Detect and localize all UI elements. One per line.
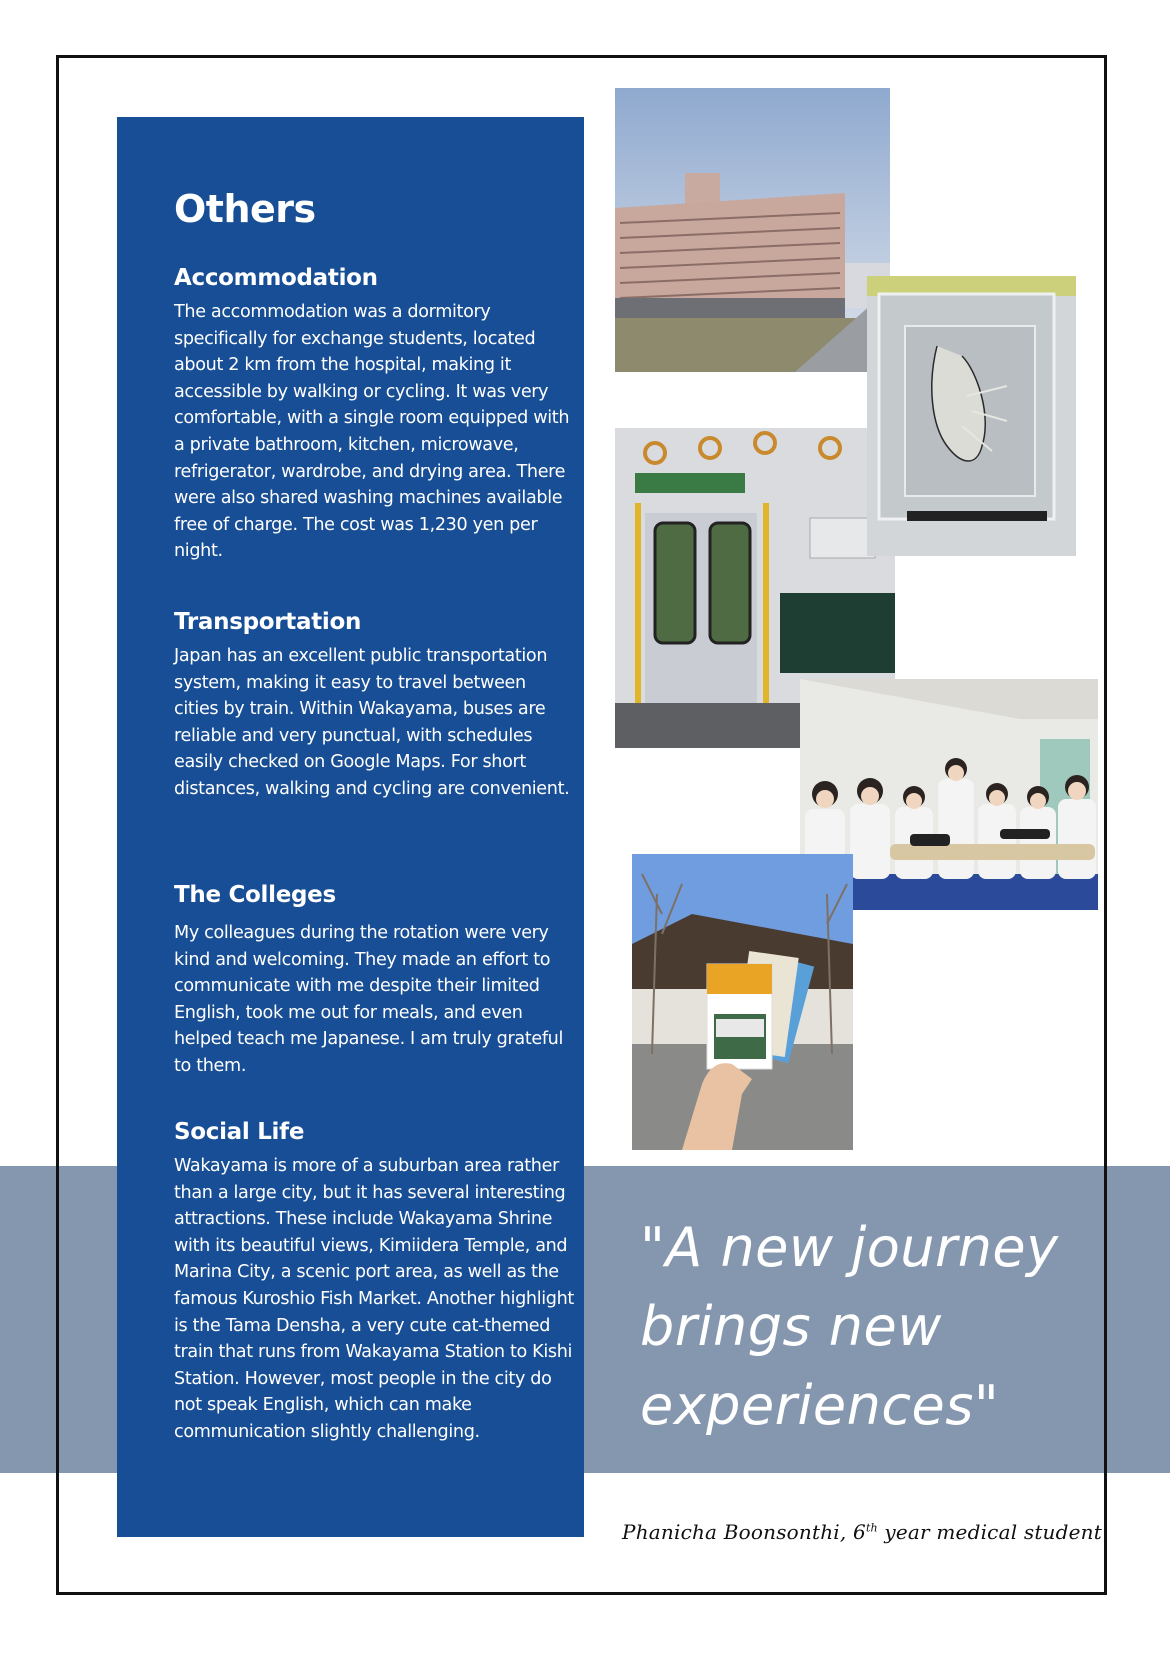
author-role: year medical student (877, 1520, 1102, 1544)
author-signature (622, 1520, 1102, 1544)
page-title: Others (174, 187, 316, 231)
dormitory-building-photo (615, 88, 890, 372)
quote-text: "A new journey brings new experiences" (640, 1216, 1059, 1437)
section-body: Wakayama is more of a suburban area rather than a large city, but it has several interesting attractions. These include Wakayama Shrine with its beautiful views, Kimiidera Temple, and Marina City, a scenic port area, as well as the famous Kuroshio Fish Market. Another highlight is the Tama Densha, a very cute cat-themed train that runs from Wakayama Station to Kishi Station. However, most people in the city do not speak English, which can make communication slightly challenging. (174, 1156, 574, 1442)
section-body: The accommodation was a dormitory specifically for exchange students, located about 2 km from the hospital, making it accessible by walking or cycling. It was very comfortable, with a single room equipped with a private bathroom, kitchen, microwave, refrigerator, wardrobe, and drying area. There were also shared washing machines available free of charge. The cost was 1,230 yen per night. (174, 302, 570, 562)
section-accommodation (174, 263, 574, 565)
author-name: Phanicha Boonsonthi, 6 (622, 1520, 866, 1544)
train-ticket-photo (632, 854, 853, 1150)
others-panel (117, 117, 584, 1537)
heart-model-photo (867, 276, 1076, 556)
section-colleges (174, 880, 574, 1080)
section-transportation (174, 607, 574, 803)
section-body: My colleagues during the rotation were very kind and welcoming. They made an effort to communicate with me despite their limited English, took me out for meals, and even helped teach me Japanese. I am truly grateful to them. (174, 923, 564, 1076)
section-heading: The Colleges (174, 882, 336, 908)
section-body: Japan has an excellent public transportation system, making it easy to travel between cities by train. Within Wakayama, buses are reliable and very punctual, with schedules easily checked on Google Maps. For short distances, walking and cycling are convenient. (174, 646, 570, 799)
section-social-life (174, 1117, 574, 1446)
section-heading: Social Life (174, 1119, 305, 1145)
section-heading: Transportation (174, 609, 362, 635)
ordinal-suffix: th (865, 1521, 878, 1535)
section-heading: Accommodation (174, 265, 378, 291)
